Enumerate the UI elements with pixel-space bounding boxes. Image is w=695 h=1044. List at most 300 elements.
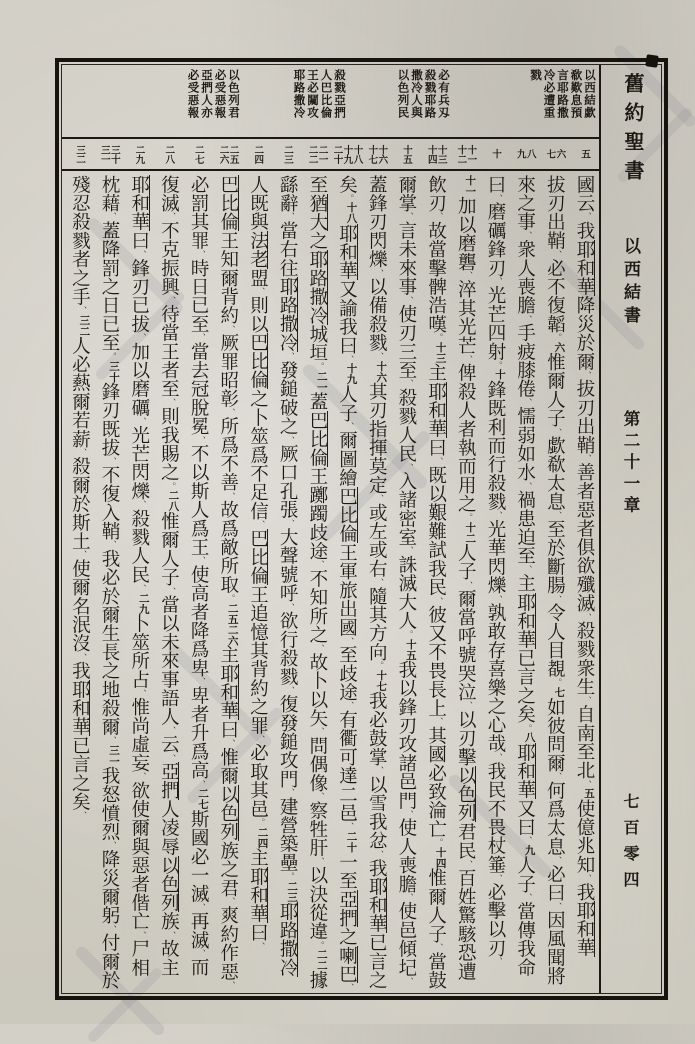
punctuation: 、 xyxy=(315,643,326,653)
proper-name: 以色列 xyxy=(455,766,476,823)
punctuation: 、 xyxy=(523,398,534,407)
text-column: 至猶大之耶路撒冷城垣。二一蓋巴比倫王躑躅歧途、不知所之、故卜以矢、問偶像、察牲肝、以決從違。二二據 xyxy=(306,175,327,990)
strip-cell xyxy=(242,145,272,164)
punctuation: 、 xyxy=(463,859,474,869)
punctuation: 、 xyxy=(196,779,207,789)
punctuation: 、 xyxy=(285,602,296,612)
chapter-title: 第二十一章 xyxy=(621,410,640,518)
strip-group xyxy=(332,145,362,164)
verse-number: 二五 xyxy=(227,144,238,164)
inline-verse-number: 三二 xyxy=(78,314,90,337)
verse-number: 二一 xyxy=(316,144,327,164)
punctuation: 、 xyxy=(315,560,326,570)
verse-number: 六 xyxy=(554,149,565,159)
strip-group xyxy=(282,145,292,164)
text-column: 必罰其罪、時日已至、當去冠脫冕、不以斯人爲王、使高者降爲卑、卑者升爲高、二七斯國必一滅、再滅、而 xyxy=(188,175,209,977)
punctuation: 、 xyxy=(582,212,593,222)
inline-verse-number: 八 xyxy=(523,732,535,743)
punctuation: 、 xyxy=(552,511,563,520)
annotation-block xyxy=(528,69,596,119)
punctuation: 、 xyxy=(463,701,474,711)
punctuation: 、 xyxy=(137,416,148,426)
punctuation: 、 xyxy=(137,333,148,343)
annotation-column: 言耶路撒 xyxy=(556,69,568,119)
annotation-column: 必受惡報 xyxy=(186,69,199,119)
proper-name: 耶路撒冷 xyxy=(306,249,327,325)
punctuation: 。 xyxy=(434,838,445,848)
punctuation: 、 xyxy=(196,556,207,566)
text-column: 飲刃、故當擊髀浩嘆。十三主耶和華曰、既以艱難試我民、彼又不畏長上、其國必致淪亡。十四惟爾人子、當鼓 xyxy=(425,175,446,990)
strip-cell xyxy=(302,145,332,164)
proper-name: 巴比倫 xyxy=(217,175,238,232)
text-column: 人既與法老盟、則以巴比倫之卜筮爲不足信、巴比倫王追憶其背約之罪、必取其邑。二四主耶和華曰、 xyxy=(247,175,268,951)
strip-group xyxy=(544,149,564,159)
corner-ornament-icon xyxy=(645,54,659,68)
proper-name: 耶路撒冷 xyxy=(277,277,298,353)
punctuation: 、 xyxy=(493,511,504,520)
punctuation: 、 xyxy=(255,941,266,951)
text-column: 十一加以磨礱、淬其光芒、俾殺人者執而用之。十二人子、爾當呼號哭泣、以刃擊以色列君民、百姓驚駭恐遭 xyxy=(455,175,476,981)
strip-cell xyxy=(124,145,154,164)
punctuation: 、 xyxy=(345,701,355,711)
punctuation: 。 xyxy=(345,193,355,203)
punctuation: 。 xyxy=(434,333,445,343)
text-column: 枕藉、蓋降罰之日已至。三十鋒刃既拔、不復入鞘、我必於爾生長之地殺爾、三一我怒憤烈、降災爾躬、付爾於 xyxy=(99,175,119,990)
proper-name: 巴比倫 xyxy=(247,333,268,390)
proper-name: 猶大 xyxy=(306,193,327,232)
punctuation: 、 xyxy=(463,271,474,280)
annotation-column: 必有兵刄 xyxy=(437,69,449,119)
proper-name: 亞捫 xyxy=(158,762,179,800)
punctuation: 、 xyxy=(137,249,148,259)
punctuation: 、 xyxy=(552,594,563,604)
proper-name: 巴比倫 xyxy=(247,529,268,586)
punctuation: 、 xyxy=(166,930,177,940)
punctuation: 、 xyxy=(107,736,118,745)
punctuation: 、 xyxy=(374,352,385,361)
text-column: 殘忍殺戮者之手、三二人必爇爾若薪、殺爾於斯土、使爾名泯沒、我耶和華已言之矣、 xyxy=(69,175,90,820)
punctuation: 、 xyxy=(345,422,355,431)
page-frame xyxy=(55,58,668,1000)
punctuation: 、 xyxy=(463,580,474,590)
strip-group xyxy=(193,145,203,164)
inline-verse-number: 二二 xyxy=(315,949,327,971)
inline-verse-number: 二十 xyxy=(345,831,357,853)
strip-group xyxy=(99,145,119,164)
inline-verse-number: 十八 xyxy=(345,202,357,224)
inline-verse-number: 十二 xyxy=(464,521,476,544)
punctuation: 、 xyxy=(493,594,504,604)
punctuation: 、 xyxy=(255,734,266,744)
punctuation: 、 xyxy=(434,456,445,466)
strip-cell xyxy=(391,145,421,164)
strip-group xyxy=(307,145,327,164)
punctuation: 、 xyxy=(315,727,326,737)
verse-number: 十四 xyxy=(425,144,436,164)
verse-number: 八 xyxy=(524,149,535,159)
verse-number: 二四 xyxy=(252,144,263,164)
text-column: 蓋鋒刃閃爍、以備殺戮、十六其刃指揮莫定、或左或右、隨其方向。十七我必鼓掌、以雪我忿、我耶和華已言之 xyxy=(366,175,387,990)
punctuation: 、 xyxy=(196,249,207,259)
annotation-column: 以色列民 xyxy=(396,69,409,119)
inline-verse-number: 十一 xyxy=(464,175,476,197)
punctuation: 。 xyxy=(374,661,385,671)
annotation-column: 欷歎息預 xyxy=(569,69,582,119)
punctuation: 、 xyxy=(404,295,415,305)
annotation-column: 亞捫人亦 xyxy=(200,69,212,119)
punctuation: 、 xyxy=(196,903,207,912)
verse-number: 三十 xyxy=(108,144,119,164)
strip-group xyxy=(426,145,446,164)
verse-number: 二八 xyxy=(163,144,174,164)
punctuation: 、 xyxy=(552,855,563,865)
punctuation: 、 xyxy=(374,766,385,775)
punctuation: 、 xyxy=(434,212,445,222)
punctuation: 、 xyxy=(345,983,355,993)
strip-group xyxy=(366,145,386,164)
strip-cell xyxy=(510,149,540,159)
testament-title: 舊約聖書 xyxy=(621,73,643,189)
punctuation: 、 xyxy=(285,435,296,445)
punctuation: 、 xyxy=(493,277,504,286)
verse-number: 二二 xyxy=(306,144,317,164)
annotation-column: 撒冷人與 xyxy=(410,69,422,119)
punctuation: 、 xyxy=(374,268,385,278)
annotation-column: 殺戮耶路 xyxy=(423,69,436,119)
punctuation: 、 xyxy=(166,212,177,222)
punctuation: 、 xyxy=(196,677,207,687)
punctuation: 、 xyxy=(285,686,296,695)
punctuation: 、 xyxy=(315,857,326,866)
proper-name: 耶和華 xyxy=(514,742,535,800)
punctuation: 。 xyxy=(552,678,563,687)
text-column: 復滅、不克振興、待當王者至、則我賜之。二八惟爾人子、當以未來事語人、云、亞捫人凌辱以色列族、故主 xyxy=(158,175,179,977)
punctuation: 、 xyxy=(166,398,177,407)
verse-number: 七 xyxy=(544,149,555,159)
punctuation: 。 xyxy=(404,629,415,639)
punctuation: 、 xyxy=(107,841,118,850)
punctuation: 。 xyxy=(523,723,534,733)
book-title: 以西結書 xyxy=(621,237,640,329)
punctuation: 、 xyxy=(137,500,148,510)
inline-verse-number: 三一 xyxy=(108,744,119,767)
annotation-block xyxy=(395,69,449,119)
proper-name: 耶和華 xyxy=(336,223,357,280)
punctuation: 、 xyxy=(552,427,563,437)
strip-cell xyxy=(332,145,362,164)
punctuation: 。 xyxy=(285,871,296,881)
punctuation: 、 xyxy=(196,949,207,958)
annotation-column: 耶路撒冷 xyxy=(292,69,305,119)
punctuation: 、 xyxy=(404,212,415,222)
punctuation: 、 xyxy=(137,688,148,698)
annotation-column: 殺戮亞捫 xyxy=(333,69,345,119)
verse-number: 十八 xyxy=(351,144,362,164)
punctuation: 、 xyxy=(434,596,445,606)
strip-group xyxy=(74,145,84,164)
punctuation: 、 xyxy=(285,212,296,222)
strip-cell xyxy=(272,145,302,164)
strip-cell xyxy=(64,145,94,164)
punctuation: 、 xyxy=(285,519,296,528)
inline-verse-number: 十七 xyxy=(375,670,387,692)
punctuation: 、 xyxy=(137,930,148,940)
strip-group xyxy=(401,145,411,164)
punctuation: 、 xyxy=(523,893,534,902)
inline-verse-number: 二五二六 xyxy=(226,602,238,646)
verse-number: 九 xyxy=(514,149,525,159)
verse-number: 十九 xyxy=(341,144,352,164)
punctuation: 。 xyxy=(107,352,118,361)
annotation-column: 戮 xyxy=(529,69,541,82)
annotation-column: 冷必遭重 xyxy=(542,69,555,119)
punctuation: 、 xyxy=(345,822,355,832)
text-column: 來之事、衆人喪膽、手疲膝倦、懦弱如水、禍患迫至、主耶和華已言之矣。八耶和華又曰、九人子、當傳我命 xyxy=(514,175,535,977)
verse-number: 三二 xyxy=(74,144,85,164)
annotation-column: 以西結歔 xyxy=(583,69,595,119)
punctuation: 、 xyxy=(404,379,415,389)
punctuation: 。 xyxy=(255,818,266,827)
annotation-block xyxy=(185,69,239,119)
punctuation: 、 xyxy=(523,565,534,574)
proper-name: 耶和華 xyxy=(366,877,387,934)
punctuation: 、 xyxy=(374,494,385,504)
proper-name: 耶和華 xyxy=(247,867,268,924)
verse-number: 二六 xyxy=(217,144,228,164)
strip-cell xyxy=(153,145,183,164)
proper-name: 以色列 xyxy=(217,784,238,842)
punctuation: 、 xyxy=(404,546,415,556)
text-column: 巴比倫王知爾背約、厥罪昭彰、所爲不善、故爲敵所取。二五二六主耶和華曰、惟爾以色列族之君、爽約作惡、 xyxy=(217,175,238,990)
inline-verse-number: 十六 xyxy=(375,360,387,383)
punctuation: 、 xyxy=(493,752,504,762)
right-margin xyxy=(599,65,661,993)
punctuation: 、 xyxy=(434,943,445,952)
punctuation: 、 xyxy=(404,809,415,819)
annotation-column: 以色列君 xyxy=(227,69,239,119)
punctuation: 、 xyxy=(493,193,504,203)
inline-verse-number: 二一 xyxy=(315,370,327,393)
strip-cell xyxy=(540,149,570,159)
punctuation: 、 xyxy=(107,540,118,550)
scripture-text xyxy=(62,171,599,1005)
strip-group xyxy=(579,149,589,159)
punctuation: 、 xyxy=(77,550,88,560)
proper-name: 耶和華 xyxy=(514,592,535,649)
text-column: 耶和華曰、鋒刃已拔、加以磨礪、光芒閃爍、殺戮人民、二九卜筮所占、惟尚虛妄、欲使爾與惡者偕亡、尸相 xyxy=(128,175,149,977)
inline-verse-number: 二三 xyxy=(286,880,298,902)
punctuation: 、 xyxy=(107,456,118,466)
punctuation: 、 xyxy=(315,792,326,801)
inline-verse-number: 十四 xyxy=(434,847,446,869)
punctuation: 、 xyxy=(434,717,445,727)
verse-number: 三一 xyxy=(98,144,109,164)
strip-cell xyxy=(183,145,213,164)
strip-group xyxy=(490,149,500,159)
punctuation: 、 xyxy=(582,779,593,789)
punctuation: 、 xyxy=(404,976,415,986)
proper-name: 法老 xyxy=(247,231,268,269)
verse-number: 十六 xyxy=(376,144,387,164)
proper-name: 耶和華 xyxy=(574,239,594,296)
verse-number: 二三 xyxy=(281,144,292,164)
strip-cell xyxy=(213,145,243,164)
text-column: 曰、磨礪鋒刃、光芒四射。十鋒既利而行殺戮、光華閃爍、孰敢存喜樂之心哉、我民不畏杖箠、必擊以刃、 xyxy=(484,175,505,966)
strip-cell xyxy=(94,145,124,164)
punctuation: 、 xyxy=(374,849,385,859)
proper-name: 巴比倫 xyxy=(306,410,327,467)
punctuation: 、 xyxy=(523,314,534,324)
strip-group xyxy=(515,149,535,159)
punctuation: 、 xyxy=(285,788,296,797)
verse-number: 二十 xyxy=(331,144,342,164)
inline-verse-number: 二九 xyxy=(137,592,149,614)
annotation-column: 人巴比倫 xyxy=(319,69,332,119)
punctuation: 。 xyxy=(493,360,504,370)
punctuation: 、 xyxy=(166,586,177,596)
inline-verse-number: 十五 xyxy=(404,638,416,661)
punctuation: 、 xyxy=(374,577,385,587)
strip-cell xyxy=(362,145,392,164)
page-number: 七百零四 xyxy=(621,793,638,897)
punctuation: 、 xyxy=(77,652,88,662)
punctuation: 、 xyxy=(345,636,355,646)
proper-name: 亞捫 xyxy=(336,889,357,928)
punctuation: 、 xyxy=(552,901,563,911)
inline-verse-number: 二八 xyxy=(167,490,179,512)
inline-verse-number: 十 xyxy=(493,369,505,381)
punctuation: 。 xyxy=(226,593,237,603)
strip-cell xyxy=(451,145,481,164)
punctuation: 、 xyxy=(196,435,207,445)
punctuation: 、 xyxy=(493,873,504,883)
punctuation: 、 xyxy=(77,448,88,457)
inline-verse-number: 十九 xyxy=(345,363,357,385)
punctuation: 、 xyxy=(226,491,237,501)
punctuation: 、 xyxy=(226,738,237,748)
strip-group xyxy=(455,145,475,164)
strip-group xyxy=(134,145,144,164)
punctuation: 。 xyxy=(463,513,474,522)
punctuation: 。 xyxy=(166,481,177,491)
inline-verse-number: 三十 xyxy=(108,360,119,383)
verse-number: 二九 xyxy=(133,144,144,164)
annotation-block xyxy=(291,69,345,119)
verse-number: 二七 xyxy=(192,144,203,164)
proper-name: 巴比倫 xyxy=(336,487,357,544)
verse-number: 十七 xyxy=(366,144,377,164)
proper-name: 以色列 xyxy=(158,855,179,912)
punctuation: 、 xyxy=(552,772,563,782)
punctuation: 、 xyxy=(582,370,593,380)
punctuation: 、 xyxy=(493,957,504,966)
strip-group xyxy=(252,145,262,164)
punctuation: 、 xyxy=(226,408,237,417)
annotation-column: 必受惡報 xyxy=(213,69,226,119)
punctuation: 、 xyxy=(77,305,88,315)
punctuation: 、 xyxy=(552,249,563,259)
strip-cell xyxy=(569,149,599,159)
punctuation: 、 xyxy=(582,873,593,883)
punctuation: 、 xyxy=(582,612,593,622)
punctuation: 、 xyxy=(523,481,534,491)
annotation-column: 王必闚攻 xyxy=(306,69,318,119)
verse-number: 十三 xyxy=(435,144,446,164)
inner-frame xyxy=(61,64,662,994)
punctuation: 、 xyxy=(137,583,148,593)
text-column: 拔刃出鞘、必不復韜。六惟爾人子、歔欷太息、至於斷腸、令人目覩。七如彼問爾、何爲太息、必曰、因風聞將 xyxy=(544,175,565,986)
punctuation: 、 xyxy=(582,696,593,705)
punctuation: 、 xyxy=(196,333,207,343)
strip-cell xyxy=(421,145,451,164)
punctuation: 、 xyxy=(77,810,88,820)
punctuation: 、 xyxy=(285,352,296,361)
inline-verse-number: 二七 xyxy=(197,788,209,810)
text-column: 國云、我耶和華降災於爾、拔刃出鞘、善者惡者俱欲殲滅、殺戮衆生、自南至北、五使億兆知、我耶和華 xyxy=(574,175,594,958)
strip-group xyxy=(218,145,238,164)
inline-verse-number: 十三 xyxy=(434,342,446,364)
punctuation: 、 xyxy=(404,462,415,472)
punctuation: 、 xyxy=(226,897,237,906)
punctuation: 、 xyxy=(523,231,534,240)
punctuation: 、 xyxy=(463,354,474,364)
punctuation: 、 xyxy=(107,924,118,934)
verse-number-strip xyxy=(62,139,599,169)
punctuation: 、 xyxy=(166,753,177,763)
strip-cell xyxy=(480,149,510,159)
punctuation: 、 xyxy=(226,980,237,990)
text-column: 矣。十八耶和華又諭我曰、十九人子、爾圖繪巴比倫王軍旅出國、至歧途、有衢可達二邑、二十一至亞捫之喇巴、 xyxy=(336,175,357,993)
inline-verse-number: 九 xyxy=(523,845,535,856)
punctuation: 、 xyxy=(255,520,266,530)
punctuation: 、 xyxy=(523,836,534,846)
verse-number: 十一 xyxy=(465,144,476,164)
proper-name: 耶和華 xyxy=(574,901,594,958)
punctuation: 、 xyxy=(166,726,177,735)
punctuation: 、 xyxy=(107,212,118,222)
punctuation: 、 xyxy=(404,893,415,902)
inline-verse-number: 六 xyxy=(553,342,565,353)
strip-group xyxy=(163,145,173,164)
text-column: 繇辭、當右往耶路撒冷、發鎚破之、厥口孔張、大聲號呼、欲行殺戮、復發鎚攻門、建營築壘。二三耶路撒冷 xyxy=(277,175,298,977)
punctuation: 。 xyxy=(315,362,326,371)
punctuation: 、 xyxy=(226,324,237,334)
proper-name: 耶和華 xyxy=(425,382,446,439)
punctuation: 、 xyxy=(582,454,593,463)
inline-verse-number: 五 xyxy=(583,788,594,799)
inline-verse-number: 七 xyxy=(553,686,565,698)
proper-name: 耶路撒冷 xyxy=(277,901,298,977)
verse-number: 五 xyxy=(579,149,590,159)
punctuation: 。 xyxy=(552,333,563,343)
verse-number: 十五 xyxy=(401,144,412,164)
punctuation: 、 xyxy=(255,287,266,296)
proper-name: 耶和華 xyxy=(69,680,90,737)
verse-number: 十 xyxy=(490,149,501,159)
proper-name: 喇巴 xyxy=(336,946,357,984)
inline-verse-number: 二四 xyxy=(256,826,268,849)
proper-name: 耶和華 xyxy=(128,175,149,232)
text-column: 爾掌、言未來事、使刃三至、殺戮人民、入諸密室、誅滅大人。十五我以鋒刃攻諸邑門、使人喪膽、使邑傾圮、 xyxy=(395,175,416,986)
punctuation: 。 xyxy=(315,940,326,950)
proper-name: 耶和華 xyxy=(217,664,238,721)
section-summaries xyxy=(62,65,599,137)
punctuation: 、 xyxy=(166,295,177,305)
main-zone xyxy=(62,65,599,993)
punctuation: 、 xyxy=(345,354,355,364)
punctuation: 、 xyxy=(137,772,148,782)
verse-number: 十二 xyxy=(455,144,466,164)
